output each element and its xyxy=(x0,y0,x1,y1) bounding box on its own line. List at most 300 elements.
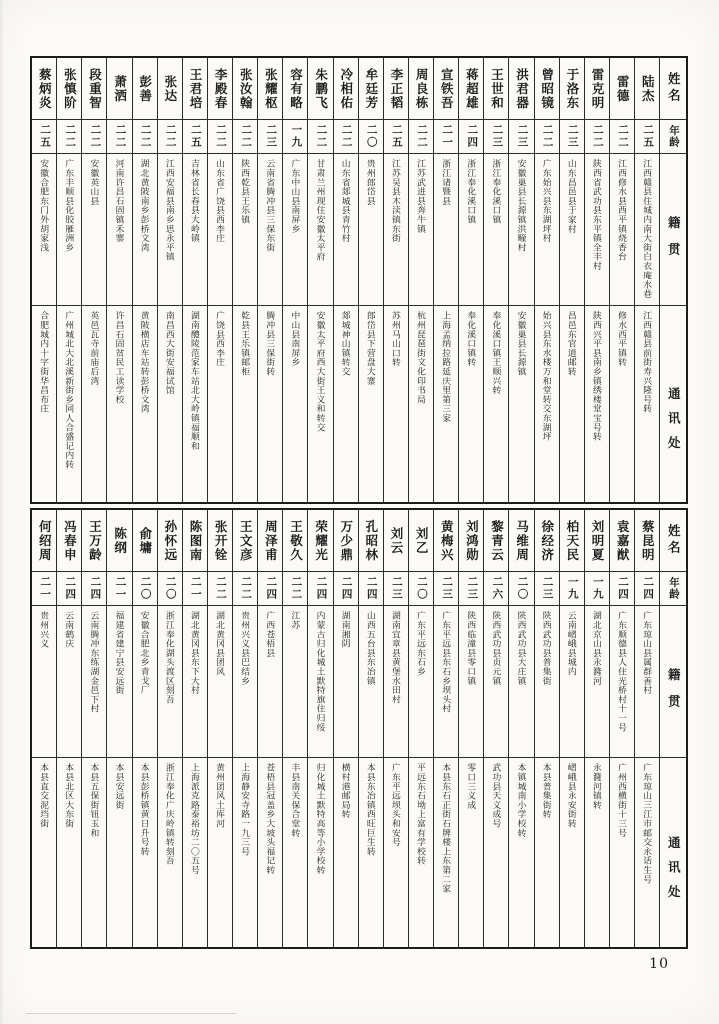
origin-cell xyxy=(283,154,307,306)
person-address: 奉化溪口镇转 xyxy=(466,311,477,367)
person-address: 广州城北大北溪新街乡同人合盛记内转 xyxy=(64,311,75,470)
person-origin: 湖北黄冈县东下大村 xyxy=(189,611,200,695)
person-column xyxy=(308,510,333,947)
person-age: 一九 xyxy=(290,124,302,149)
name-cell xyxy=(133,510,157,572)
origin-cell xyxy=(57,606,81,758)
person-column xyxy=(283,58,308,502)
person-name: 王文彦 xyxy=(238,519,253,562)
origin-cell xyxy=(535,606,559,758)
age-cell xyxy=(57,572,81,606)
origin-cell xyxy=(359,606,383,758)
person-origin: 山西五台县东冶镇 xyxy=(365,611,376,686)
person-name: 柏天民 xyxy=(564,519,579,562)
name-cell xyxy=(509,58,533,120)
person-address: 本县彭桥镇黄日升号转 xyxy=(139,763,150,856)
age-cell xyxy=(107,120,131,154)
scan-artifact-line xyxy=(26,1013,236,1014)
address-cell xyxy=(535,758,559,947)
person-age: 二二 xyxy=(139,124,151,149)
origin-cell xyxy=(484,154,508,306)
age-cell xyxy=(434,120,458,154)
age-cell xyxy=(57,120,81,154)
origin-cell xyxy=(334,154,358,306)
age-cell xyxy=(459,572,483,606)
name-cell xyxy=(208,510,232,572)
person-column xyxy=(107,510,132,947)
person-column xyxy=(82,510,107,947)
person-name: 雷克明 xyxy=(590,67,604,110)
person-name: 于洛东 xyxy=(564,67,579,110)
name-cell xyxy=(560,58,584,120)
name-cell xyxy=(484,58,508,120)
person-name: 何绍周 xyxy=(37,519,52,562)
age-cell xyxy=(208,120,232,154)
person-age: 二二 xyxy=(89,124,101,149)
origin-cell xyxy=(133,606,157,758)
person-name: 彭善 xyxy=(137,74,152,103)
name-cell xyxy=(585,58,609,120)
person-age: 二四 xyxy=(315,576,327,601)
age-cell xyxy=(384,120,408,154)
age-cell xyxy=(208,572,232,606)
name-cell xyxy=(283,58,307,120)
person-column xyxy=(635,58,660,502)
address-cell xyxy=(610,306,634,502)
person-column xyxy=(258,510,283,947)
header-origin-label: 籍贯 xyxy=(666,668,681,721)
age-cell xyxy=(283,572,307,606)
person-name: 雷德 xyxy=(615,74,630,103)
person-column xyxy=(535,58,560,502)
age-cell xyxy=(560,120,584,154)
person-origin: 甘肃兰州现住安徽太平府 xyxy=(315,159,326,262)
origin-cell xyxy=(308,154,332,306)
address-cell xyxy=(560,758,584,947)
person-column xyxy=(57,510,82,947)
person-name: 万少鼎 xyxy=(338,519,353,562)
age-cell xyxy=(233,120,257,154)
person-origin: 广东丰顺县化胶雁洲乡 xyxy=(64,159,75,252)
person-address: 浙江奉化广庆岭镇转刻吾 xyxy=(164,763,175,866)
person-origin: 湖北京山县永漋河 xyxy=(591,611,602,686)
person-age: 二三 xyxy=(265,124,277,149)
address-cell xyxy=(384,758,408,947)
person-age: 二三 xyxy=(541,576,553,601)
person-column xyxy=(158,510,183,947)
person-address: 乾县王乐镇邮柜 xyxy=(240,311,251,377)
origin-cell xyxy=(283,606,307,758)
person-age: 二五 xyxy=(390,124,402,149)
address-cell xyxy=(283,758,307,947)
person-address: 合肥城内十字街华昌布庄 xyxy=(39,311,50,414)
origin-cell xyxy=(560,606,584,758)
person-origin: 内蒙古归化城土默特旗住归绥 xyxy=(315,611,326,732)
person-name: 宣铁吾 xyxy=(439,67,454,110)
person-address: 平远东石坳上富有学校转 xyxy=(415,763,426,866)
origin-cell xyxy=(32,606,56,758)
name-cell xyxy=(409,510,433,572)
person-age: 二三 xyxy=(441,576,453,601)
person-address: 上海派克路泰裕坊二〇五号 xyxy=(189,763,200,875)
address-cell xyxy=(434,758,458,947)
person-address: 苍梧县冠盖乡大坡头福记转 xyxy=(265,763,276,875)
origin-cell xyxy=(308,606,332,758)
person-origin: 陕西武功县大庄镇 xyxy=(516,611,527,686)
address-cell xyxy=(82,758,106,947)
header-name-label: 姓名 xyxy=(666,524,681,557)
person-address: 苏州马山口转 xyxy=(390,311,401,367)
person-age: 二二 xyxy=(214,124,226,149)
person-origin: 浙江奉化湖头渡区刻吾 xyxy=(164,611,175,704)
header-age-label: 年龄 xyxy=(668,577,680,600)
person-name: 袁嘉猷 xyxy=(615,519,630,562)
origin-cell xyxy=(434,606,458,758)
origin-cell xyxy=(484,606,508,758)
person-address: 武功县天义成号 xyxy=(491,763,502,829)
age-cell xyxy=(509,572,533,606)
person-address: 上海孟纳拉路延庆里第三家 xyxy=(441,311,452,423)
name-cell xyxy=(82,58,106,120)
page-number: 10 xyxy=(649,956,669,972)
person-name: 张开铨 xyxy=(213,519,228,562)
age-cell xyxy=(509,120,533,154)
address-cell xyxy=(359,758,383,947)
address-cell xyxy=(258,758,282,947)
person-age: 二〇 xyxy=(516,576,528,601)
name-cell xyxy=(434,510,458,572)
origin-cell xyxy=(384,606,408,758)
person-origin: 福建省建宁县安远街 xyxy=(114,611,125,695)
person-age: 二二 xyxy=(164,124,176,149)
age-cell xyxy=(459,120,483,154)
person-age: 二四 xyxy=(64,576,76,601)
person-origin: 贵州兴义 xyxy=(39,611,50,649)
name-cell xyxy=(308,58,332,120)
person-name: 张耀枢 xyxy=(263,67,278,110)
person-column xyxy=(57,58,82,502)
person-name: 王世和 xyxy=(489,67,504,110)
name-cell xyxy=(258,510,282,572)
person-name: 黄梅兴 xyxy=(439,519,454,562)
age-cell xyxy=(107,572,131,606)
person-address: 归化城土默特高等小学校转 xyxy=(315,763,326,875)
person-age: 二二 xyxy=(591,124,603,149)
address-cell xyxy=(308,306,332,502)
person-origin: 广东平远东石乡 xyxy=(415,611,426,677)
roster-table-top xyxy=(30,56,688,504)
person-name: 刘鸿勋 xyxy=(464,519,479,562)
person-origin: 浙江诸暨县 xyxy=(441,159,452,206)
person-column xyxy=(233,510,258,947)
person-address: 陕西兴平县南乡镇绣楼堂宝号转 xyxy=(591,311,602,442)
person-column xyxy=(459,510,484,947)
person-origin: 云南鹤庆 xyxy=(64,611,75,649)
name-cell xyxy=(57,510,81,572)
origin-cell xyxy=(459,154,483,306)
origin-cell xyxy=(233,154,257,306)
address-cell xyxy=(283,306,307,502)
person-name: 张达 xyxy=(162,74,177,103)
person-column xyxy=(308,58,333,502)
address-cell xyxy=(183,758,207,947)
name-cell xyxy=(610,58,634,120)
person-column xyxy=(183,510,208,947)
header-age-cell xyxy=(660,120,686,154)
person-name: 刘明夏 xyxy=(590,519,604,562)
person-age: 二四 xyxy=(365,576,377,601)
person-address: 杭州琵琶街文化印书局 xyxy=(415,311,426,404)
age-cell xyxy=(258,572,282,606)
person-column xyxy=(635,510,660,947)
person-column xyxy=(334,510,359,947)
roster-entries-top xyxy=(32,58,660,502)
person-column xyxy=(484,58,509,502)
person-origin: 安徽英山县 xyxy=(89,159,100,206)
person-name: 孙怀远 xyxy=(162,519,177,562)
name-cell xyxy=(459,58,483,120)
origin-cell xyxy=(635,154,659,306)
name-cell xyxy=(359,510,383,572)
name-cell xyxy=(434,58,458,120)
address-cell xyxy=(133,758,157,947)
person-origin: 安徽合肥北乡青戈厂 xyxy=(139,611,150,695)
person-age: 二三 xyxy=(390,576,402,601)
address-cell xyxy=(334,306,358,502)
person-age: 二三 xyxy=(491,124,503,149)
person-origin: 江西赣县住城内南大街白衣庵水巷 xyxy=(642,159,653,299)
person-age: 二二 xyxy=(315,124,327,149)
header-column-top xyxy=(660,58,686,502)
age-cell xyxy=(334,120,358,154)
origin-cell xyxy=(560,154,584,306)
age-cell xyxy=(585,572,609,606)
person-address: 本镇城南小学校转 xyxy=(516,763,527,838)
person-origin: 贵州郎岱县 xyxy=(365,159,376,206)
person-name: 冯春申 xyxy=(62,519,77,562)
person-address: 本县普集街转 xyxy=(541,763,552,819)
person-address: 安徽太平府西大街王义和转交 xyxy=(315,311,326,432)
person-origin: 湖北黄冈县团风 xyxy=(214,611,225,677)
age-cell xyxy=(283,120,307,154)
person-address: 始兴县东水楼万和堂转交东湖坪 xyxy=(541,311,552,442)
name-cell xyxy=(635,58,659,120)
person-origin: 山东省广饶县西李庄 xyxy=(214,159,225,243)
address-cell xyxy=(509,758,533,947)
name-cell xyxy=(409,58,433,120)
person-column xyxy=(434,58,459,502)
person-column xyxy=(233,58,258,502)
address-cell xyxy=(208,758,232,947)
person-age: 二四 xyxy=(466,124,478,149)
origin-cell xyxy=(610,154,634,306)
person-address: 修水西平镇转 xyxy=(616,311,627,367)
name-cell xyxy=(384,58,408,120)
person-column xyxy=(610,510,635,947)
person-name: 曾昭镜 xyxy=(539,67,554,110)
name-cell xyxy=(208,58,232,120)
address-cell xyxy=(585,306,609,502)
address-cell xyxy=(610,758,634,947)
address-cell xyxy=(158,306,182,502)
person-origin: 广东平远县东石乡坝头村 xyxy=(441,611,452,714)
header-column-bottom xyxy=(660,510,686,947)
person-address: 广州西横街十三号 xyxy=(616,763,627,838)
name-cell xyxy=(158,58,182,120)
name-cell xyxy=(509,510,533,572)
person-age: 二二 xyxy=(64,124,76,149)
address-cell xyxy=(459,758,483,947)
name-cell xyxy=(384,510,408,572)
address-cell xyxy=(133,306,157,502)
person-age: 二一 xyxy=(114,576,126,601)
header-age-label: 年龄 xyxy=(668,125,680,148)
person-address: 腾冲县三保街转 xyxy=(265,311,276,377)
header-address-label: 通讯处 xyxy=(666,835,681,910)
person-age: 二二 xyxy=(541,124,553,149)
person-age: 二四 xyxy=(265,576,277,601)
person-address: 黄陂横店车站转彭桥文湾 xyxy=(139,311,150,414)
age-cell xyxy=(258,120,282,154)
person-age: 二二 xyxy=(240,576,252,601)
person-origin: 广东顺德县人住光桥村十一号 xyxy=(616,611,627,732)
person-name: 萧洒 xyxy=(112,74,127,103)
name-cell xyxy=(32,58,56,120)
person-column xyxy=(384,510,409,947)
person-address: 本县东冶镇西旺巨生转 xyxy=(365,763,376,856)
address-cell xyxy=(384,306,408,502)
origin-cell xyxy=(610,606,634,758)
person-age: 二〇 xyxy=(415,576,427,601)
person-age: 二二 xyxy=(340,124,352,149)
person-column xyxy=(359,58,384,502)
person-column xyxy=(535,510,560,947)
person-origin: 云南省腾冲县三保东街 xyxy=(265,159,276,252)
person-column xyxy=(359,510,384,947)
age-cell xyxy=(434,572,458,606)
origin-cell xyxy=(384,154,408,306)
address-cell xyxy=(107,758,131,947)
age-cell xyxy=(359,572,383,606)
person-address: 黄州团风土库河 xyxy=(214,763,225,829)
person-name: 荣耀光 xyxy=(313,519,328,562)
address-cell xyxy=(183,306,207,502)
name-cell xyxy=(535,510,559,572)
scan-edge-shadow xyxy=(0,0,4,1024)
person-name: 李殿春 xyxy=(213,67,228,110)
person-age: 二〇 xyxy=(164,576,176,601)
person-name: 蒋超雄 xyxy=(464,67,479,110)
name-cell xyxy=(32,510,56,572)
origin-cell xyxy=(459,606,483,758)
person-column xyxy=(610,58,635,502)
person-origin: 湖北黄陂南乡彭桥文湾 xyxy=(139,159,150,252)
origin-cell xyxy=(258,154,282,306)
person-column xyxy=(560,510,585,947)
person-origin: 江苏吴县木渎镇东街 xyxy=(390,159,401,243)
age-cell xyxy=(635,572,659,606)
address-cell xyxy=(82,306,106,502)
address-cell xyxy=(258,306,282,502)
address-cell xyxy=(635,758,659,947)
name-cell xyxy=(635,510,659,572)
person-name: 徐经济 xyxy=(539,519,554,562)
person-age: 二四 xyxy=(340,576,352,601)
name-cell xyxy=(233,510,257,572)
address-cell xyxy=(32,758,56,947)
age-cell xyxy=(308,572,332,606)
origin-cell xyxy=(208,606,232,758)
person-column xyxy=(32,58,57,502)
person-name: 周良栋 xyxy=(414,67,429,110)
name-cell xyxy=(484,510,508,572)
person-origin: 江苏武进县奔牛镇 xyxy=(415,159,426,234)
name-cell xyxy=(308,510,332,572)
person-column xyxy=(133,510,158,947)
person-age: 二一 xyxy=(189,576,201,601)
address-cell xyxy=(585,758,609,947)
person-address: 本县直交泥垱街 xyxy=(39,763,50,829)
person-age: 二二 xyxy=(240,124,252,149)
address-cell xyxy=(434,306,458,502)
person-column xyxy=(158,58,183,502)
origin-cell xyxy=(82,154,106,306)
name-cell xyxy=(57,58,81,120)
person-name: 容有略 xyxy=(288,67,303,110)
person-age: 二五 xyxy=(189,124,201,149)
person-age: 二〇 xyxy=(365,124,377,149)
age-cell xyxy=(484,572,508,606)
roster-entries-bottom xyxy=(32,510,660,947)
origin-cell xyxy=(107,606,131,758)
origin-cell xyxy=(359,154,383,306)
person-origin: 贵州兴义县巴结乡 xyxy=(240,611,251,686)
person-age: 二三 xyxy=(466,576,478,601)
age-cell xyxy=(560,572,584,606)
age-cell xyxy=(384,572,408,606)
person-address: 昌邑东官道邮转 xyxy=(566,311,577,377)
person-column xyxy=(183,58,208,502)
address-cell xyxy=(334,758,358,947)
name-cell xyxy=(560,510,584,572)
origin-cell xyxy=(585,154,609,306)
person-origin: 湖南湘阴 xyxy=(340,611,351,649)
age-cell xyxy=(133,120,157,154)
person-age: 一九 xyxy=(566,576,578,601)
person-name: 李正韬 xyxy=(389,67,403,110)
person-name: 陈纲 xyxy=(112,526,127,555)
origin-cell xyxy=(409,154,433,306)
person-age: 二二 xyxy=(114,124,126,149)
person-name: 王敬久 xyxy=(288,519,303,562)
person-address: 湖南醴陵范家车站北大岭镇福顺和 xyxy=(189,311,200,451)
person-name: 王万龄 xyxy=(87,519,102,562)
origin-cell xyxy=(535,154,559,306)
person-column xyxy=(585,58,610,502)
address-cell xyxy=(459,306,483,502)
age-cell xyxy=(183,120,207,154)
age-cell xyxy=(635,120,659,154)
person-address: 零口三义成 xyxy=(466,763,477,810)
person-column xyxy=(384,58,409,502)
header-age-cell xyxy=(660,572,686,606)
address-cell xyxy=(233,306,257,502)
origin-cell xyxy=(107,154,131,306)
person-address: 郎岱县下营盘大寨 xyxy=(365,311,376,386)
person-name: 黎青云 xyxy=(489,519,504,562)
person-age: 二三 xyxy=(516,124,528,149)
person-origin: 安徽合肥东门外胡家浅 xyxy=(39,159,50,252)
